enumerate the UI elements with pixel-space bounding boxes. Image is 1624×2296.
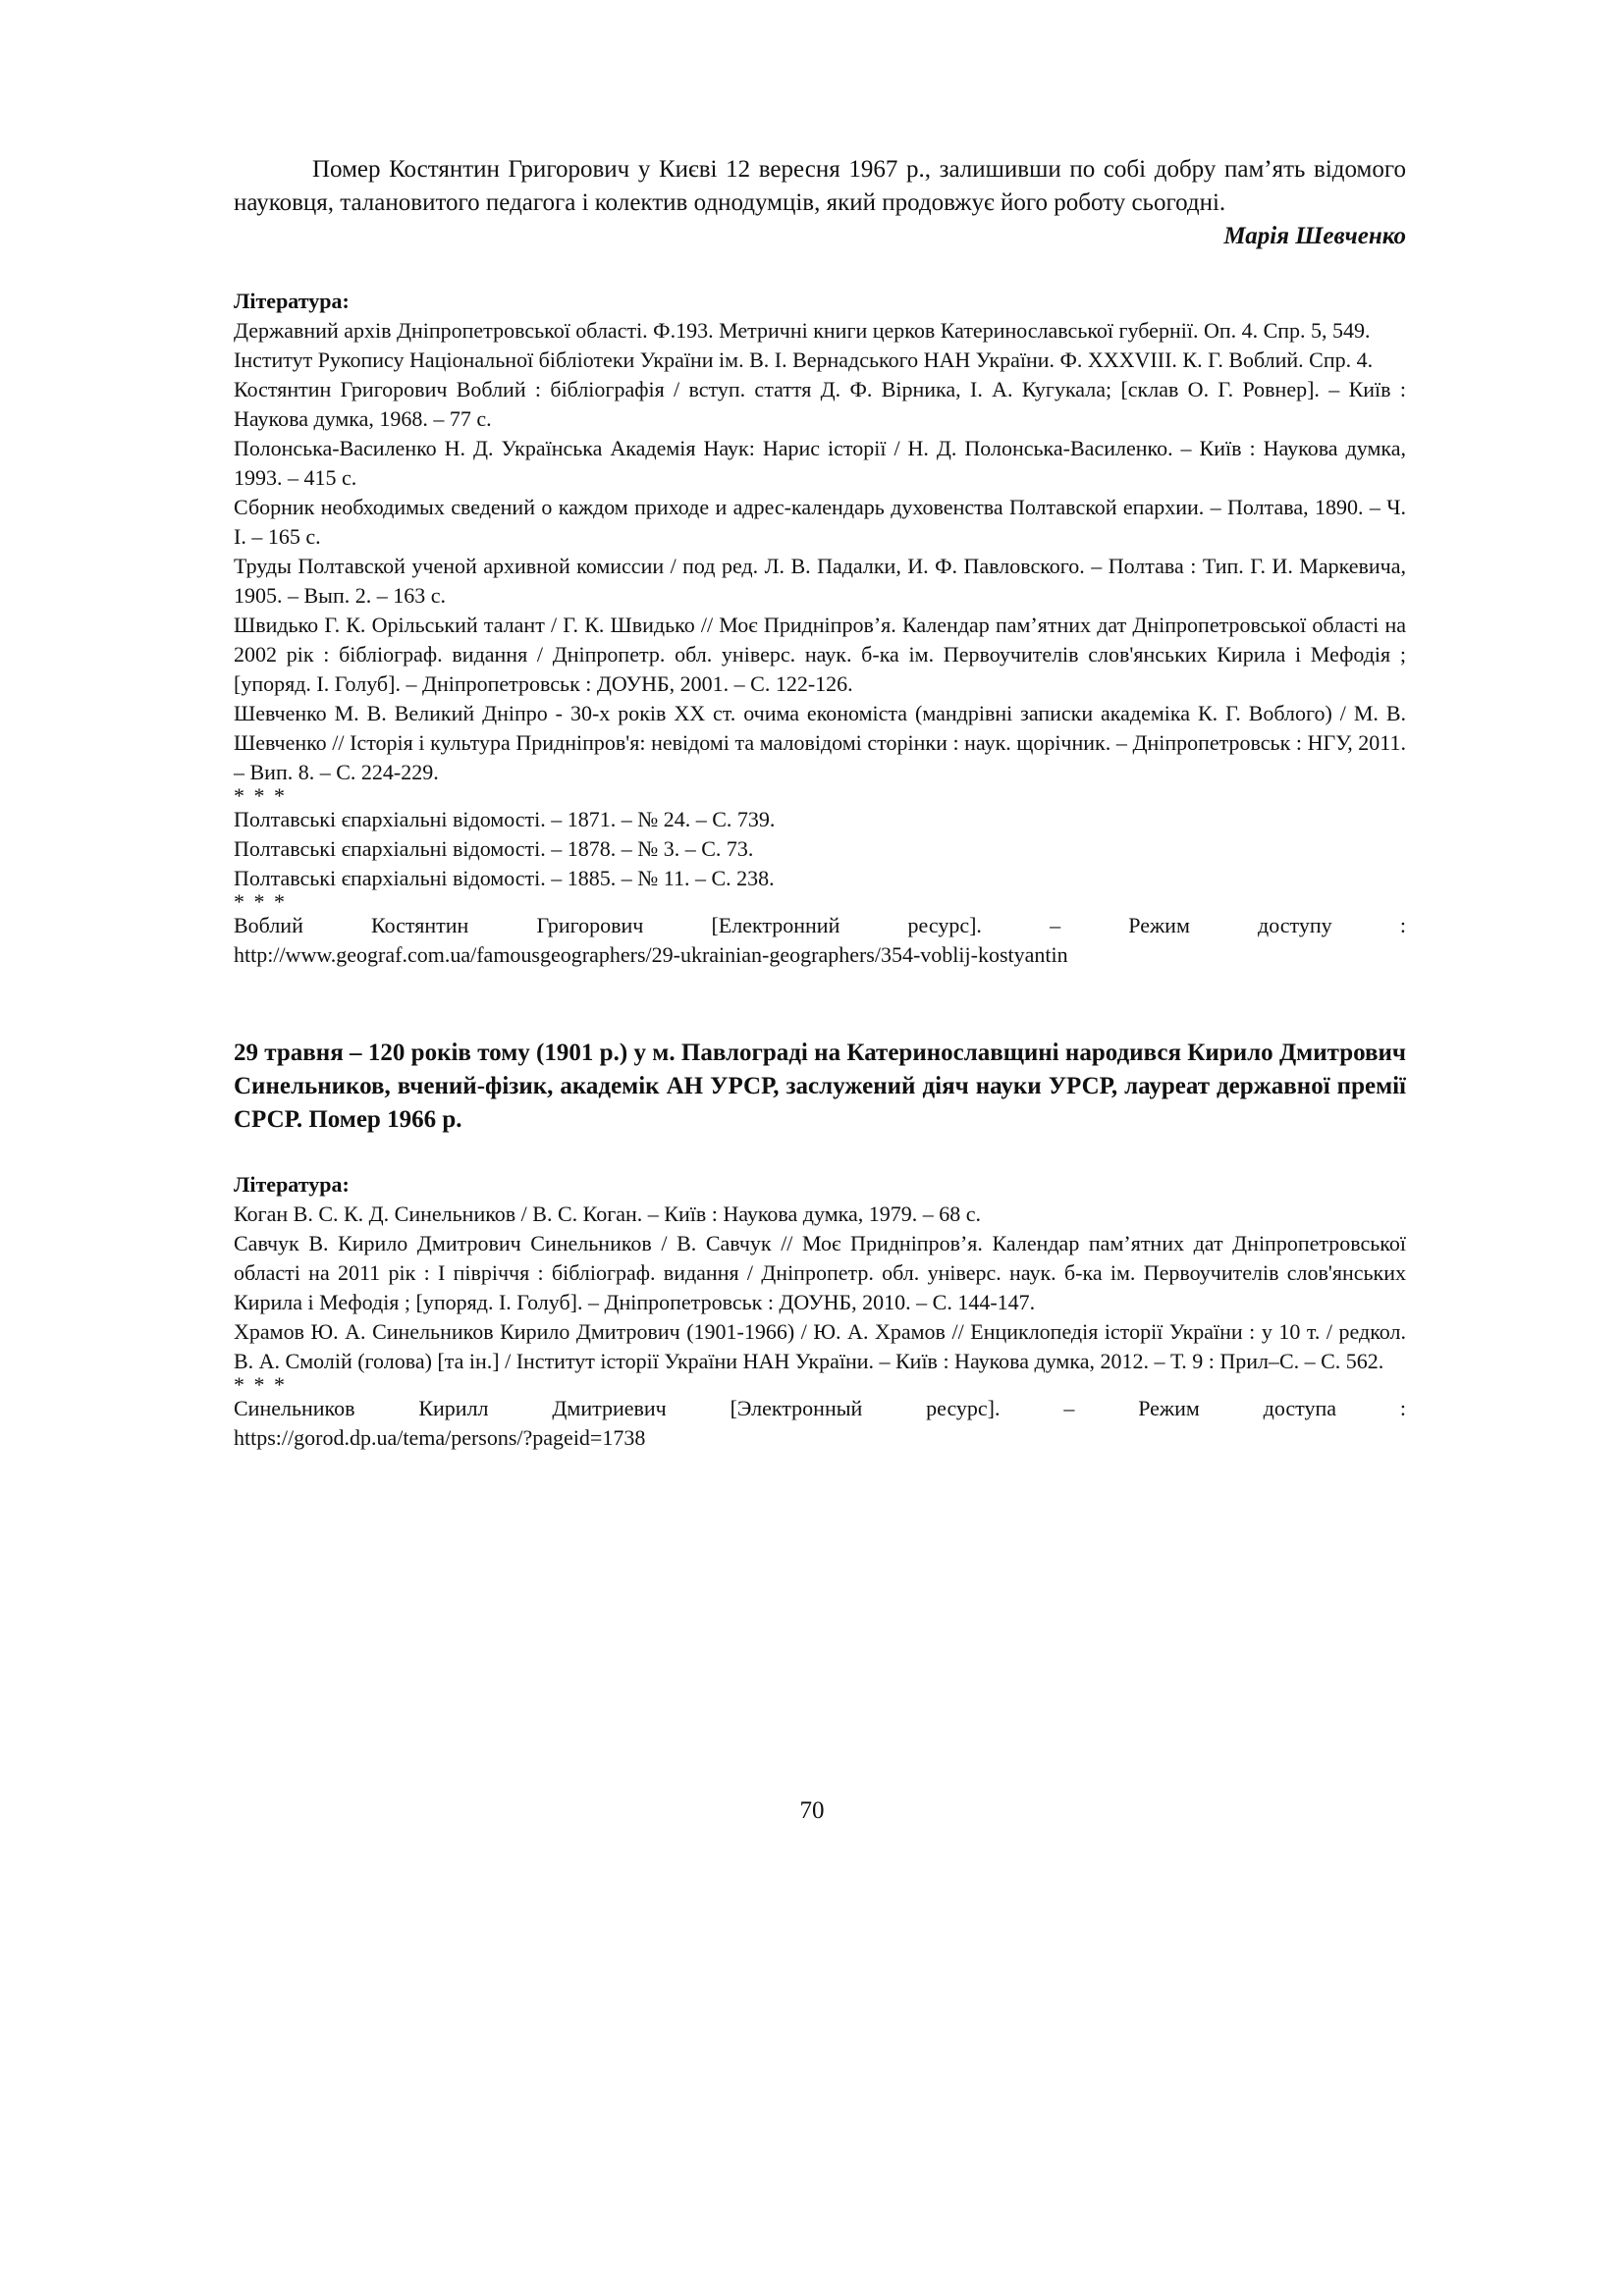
online-ref-word: :: [1399, 1396, 1406, 1420]
online-ref-word: Кирилл: [418, 1396, 489, 1420]
reference-item: Полтавські єпархіальні відомості. – 1878. – № 3. – С. 73.: [234, 836, 754, 861]
page-number: 70: [799, 1797, 825, 1824]
online-ref-word: –: [1063, 1396, 1075, 1420]
online-ref-word: Костянтин: [371, 913, 469, 937]
page-content: [234, 153, 1406, 1453]
reference-item: Інститут Рукопису Національної бібліотеки України ім. В. І. Вернадського НАН України. Ф. XXXVIII. К. Г. Воблий. Спр. 4.: [234, 347, 1374, 372]
online-ref-word: [Электронный: [730, 1396, 863, 1420]
reference-item: Державний архів Дніпропетровської області. Ф.193. Метричні книги церков Катеринославської губернії. Оп. 4. Спр. 5, 549.: [234, 318, 1371, 343]
literature-heading: Література:: [234, 289, 350, 313]
online-ref-url[interactable]: http://www.geograf.com.ua/famousgeographers/29-ukrainian-geographers/354-voblij-kostyantin: [234, 942, 1068, 967]
reference-item: Сборник необходимых сведений о каждом приходе и адрес-календарь духовенства Полтавской епархии. – Полтава, 1890. – Ч. І. – 165 с.: [234, 495, 1406, 549]
reference-item: Савчук В. Кирило Дмитрович Синельников / В. Савчук // Моє Придніпров’я. Календар пам’ятних дат Дніпропетровської області на 2011 рік : І півріччя : бібліограф. видання / Дніпропетр. обл. універс. наук. б-ка ім. Первоучителів слов'янських Кирила і Мефодія ; [упоряд. І. Голуб]. – Дніпропетровськ : ДОУНБ, 2010. – С. 144-147.: [234, 1231, 1406, 1314]
separator: * * *: [234, 1372, 287, 1397]
author-signature: Марія Шевченко: [1223, 223, 1406, 249]
online-ref-word: –: [1050, 913, 1061, 937]
reference-item: Полтавські єпархіальні відомості. – 1871. – № 24. – С. 739.: [234, 807, 776, 831]
online-ref-url[interactable]: https://gorod.dp.ua/tema/persons/?pageid=1738: [234, 1425, 646, 1450]
reference-list: [234, 805, 1406, 893]
online-ref-word: ресурс].: [907, 913, 982, 937]
separator: * * *: [234, 783, 287, 808]
online-reference: [234, 1394, 1406, 1453]
reference-item: Коган В. С. К. Д. Синельников / В. С. Коган. – Київ : Наукова думка, 1979. – 68 с.: [234, 1201, 982, 1226]
reference-item: Шевченко М. В. Великий Дніпро - 30-х років XX ст. очима економіста (мандрівні записки академіка К. Г. Воблого) / М. В. Шевченко // Історія і культура Придніпров'я: невідомі та маловідомі сторінки : наук. щорічник. – Дніпропетровськ : НГУ, 2011. – Вип. 8. – С. 224-229.: [234, 701, 1406, 784]
online-reference: [234, 911, 1406, 970]
online-ref-word: доступа: [1263, 1396, 1337, 1420]
bio-closing-paragraph: Помер Костянтин Григорович у Києві 12 вересня 1967 р., залишивши по собі добру пам’ять відомого науковця, талановитого педагога і колектив однодумців, який продовжує його роботу сьогодні.: [234, 156, 1406, 216]
online-ref-word: Режим: [1138, 1396, 1200, 1420]
reference-list: [234, 316, 1406, 787]
online-ref-word: Дмитриевич: [552, 1396, 667, 1420]
online-ref-word: доступу: [1258, 913, 1332, 937]
reference-item: Швидько Г. К. Орільський талант / Г. К. Швидько // Моє Придніпров’я. Календар пам’ятних дат Дніпропетровської області на 2002 рік : бібліограф. видання / Дніпропетр. обл. універс. наук. б-ка ім. Первоучителів слов'янських Кирила і Мефодія ; [упоряд. І. Голуб]. – Дніпропетровськ : ДОУНБ, 2001. – С. 122-126.: [234, 613, 1406, 696]
reference-item: Полонська-Василенко Н. Д. Українська Академія Наук: Нарис історії / Н. Д. Полонська-Василенко. – Київ : Наукова думка, 1993. – 415 с.: [234, 436, 1406, 490]
reference-item: Костянтин Григорович Воблий : бібліографія / вступ. стаття Д. Ф. Вірника, І. А. Кугукала; [склав О. Г. Ровнер]. – Київ : Наукова думка, 1968. – 77 с.: [234, 377, 1406, 431]
reference-item: Полтавські єпархіальні відомості. – 1885. – № 11. – С. 238.: [234, 866, 775, 890]
online-ref-word: Воблий: [234, 913, 303, 937]
event-heading: 29 травня – 120 років тому (1901 р.) у м. Павлограді на Катеринославщині народився Кирило Дмитрович Синельников, вчений-фізик, академік АН УРСР, заслужений діяч науки УРСР, лауреат державної премії СРСР. Помер 1966 р.: [234, 1040, 1406, 1133]
reference-item: Труды Полтавской ученой архивной комиссии / под ред. Л. В. Падалки, И. Ф. Павловского. – Полтава : Тип. Г. И. Маркевича, 1905. – Вып. 2. – 163 с.: [234, 554, 1406, 608]
literature-heading: Література:: [234, 1172, 350, 1197]
online-ref-word: ресурс].: [926, 1396, 1001, 1420]
online-ref-word: Синельников: [234, 1396, 355, 1420]
online-ref-word: :: [1399, 913, 1406, 937]
separator: * * *: [234, 889, 287, 914]
reference-item: Храмов Ю. А. Синельников Кирило Дмитрович (1901-1966) / Ю. А. Храмов // Енциклопедія історії України : у 10 т. / редкол. В. А. Смолій (голова) [та ін.] / Інститут історії України НАН України. – Київ : Наукова думка, 2012. – Т. 9 : Прил–С. – С. 562.: [234, 1319, 1406, 1373]
reference-list: [234, 1200, 1406, 1376]
online-ref-word: [Електронний: [711, 913, 840, 937]
online-ref-word: Григорович: [536, 913, 644, 937]
online-ref-word: Режим: [1128, 913, 1190, 937]
